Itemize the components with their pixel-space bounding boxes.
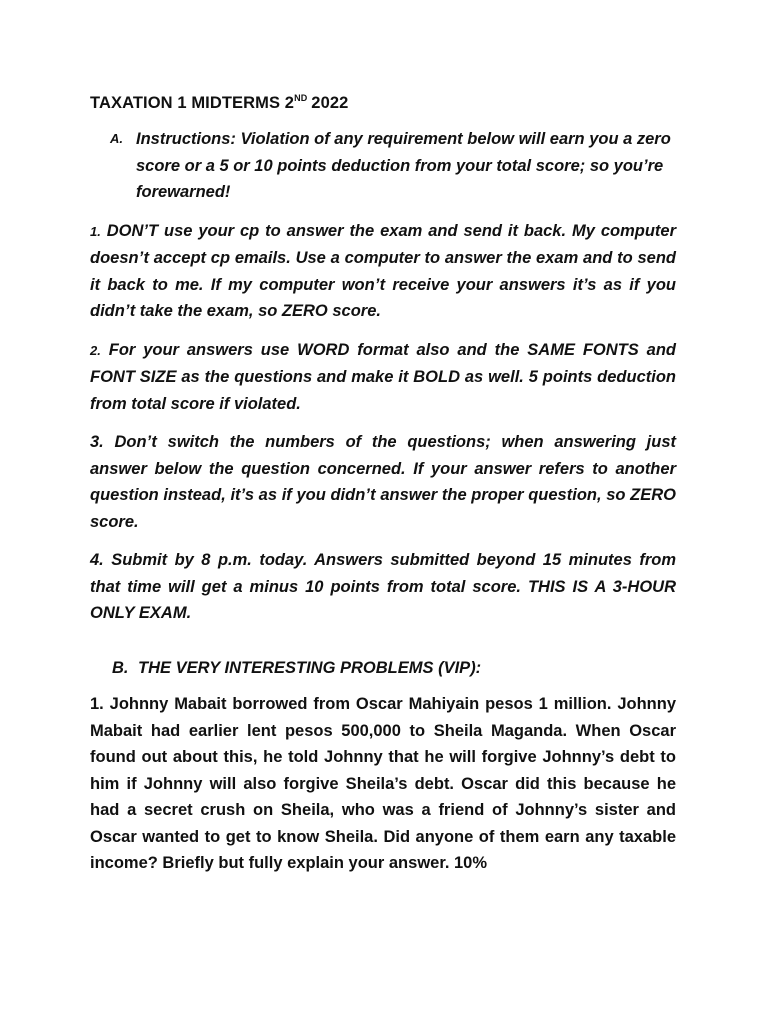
section-b-letter: B. <box>112 658 129 677</box>
rule-3 <box>90 429 676 535</box>
rule-2 <box>90 337 676 418</box>
rule-text: Don’t switch the numbers of the questions; when answering just answer below the question concerned. If your answer refers to another question instead, it’s as if you didn’t answer the proper question, so ZERO score. <box>90 433 676 531</box>
rule-4 <box>90 547 676 627</box>
section-b-heading <box>112 655 676 682</box>
rule-number: 4. <box>90 551 104 569</box>
page-title <box>90 92 676 114</box>
section-a-text: Instructions: Violation of any requirement below will earn you a zero score or a 5 or 10 points deduction from your total score; so you’re forewarned! <box>136 130 671 201</box>
title-main: TAXATION 1 MIDTERMS 2 <box>90 94 295 112</box>
section-a-instructions <box>110 126 676 206</box>
title-year: 2022 <box>311 94 349 112</box>
rule-number: 1. <box>90 223 101 239</box>
rule-text: For your answers use WORD format also and the SAME FONTS and FONT SIZE as the questions and make it BOLD as well. 5 points deduction from total score if violated. <box>90 340 676 413</box>
rule-number: 3. <box>90 433 104 451</box>
rule-text: DON’T use your cp to answer the exam and send it back. My computer doesn’t accept cp emails. Use a computer to answer the exam and to send it back to me. If my computer won’t receive your answers it’s as if you didn’t take the exam, so ZERO score. <box>90 221 676 320</box>
problem-1: 1. Johnny Mabait borrowed from Oscar Mahiyain pesos 1 million. Johnny Mabait had earlier lent pesos 500,000 to Sheila Maganda. When Oscar found out about this, he told Johnny that he will forgive Johnny’s debt to him if Johnny will also forgive Sheila’s debt. Oscar did this because he had a secret crush on Sheila, who was a friend of Johnny’s sister and Oscar wanted to get to know Sheila. Did anyone of them earn any taxable income? Briefly but fully explain your answer. 10% <box>90 695 676 872</box>
title-superscript: ND <box>294 93 308 103</box>
section-b-text: THE VERY INTERESTING PROBLEMS (VIP): <box>138 658 482 677</box>
section-a-letter: A. <box>110 131 123 146</box>
rule-text: Submit by 8 p.m. today. Answers submitted beyond 15 minutes from that time will get a minus 10 points from total score. THIS IS A 3-HOUR ONLY EXAM. <box>90 551 676 622</box>
rule-1 <box>90 218 676 325</box>
rule-number: 2. <box>90 342 101 358</box>
